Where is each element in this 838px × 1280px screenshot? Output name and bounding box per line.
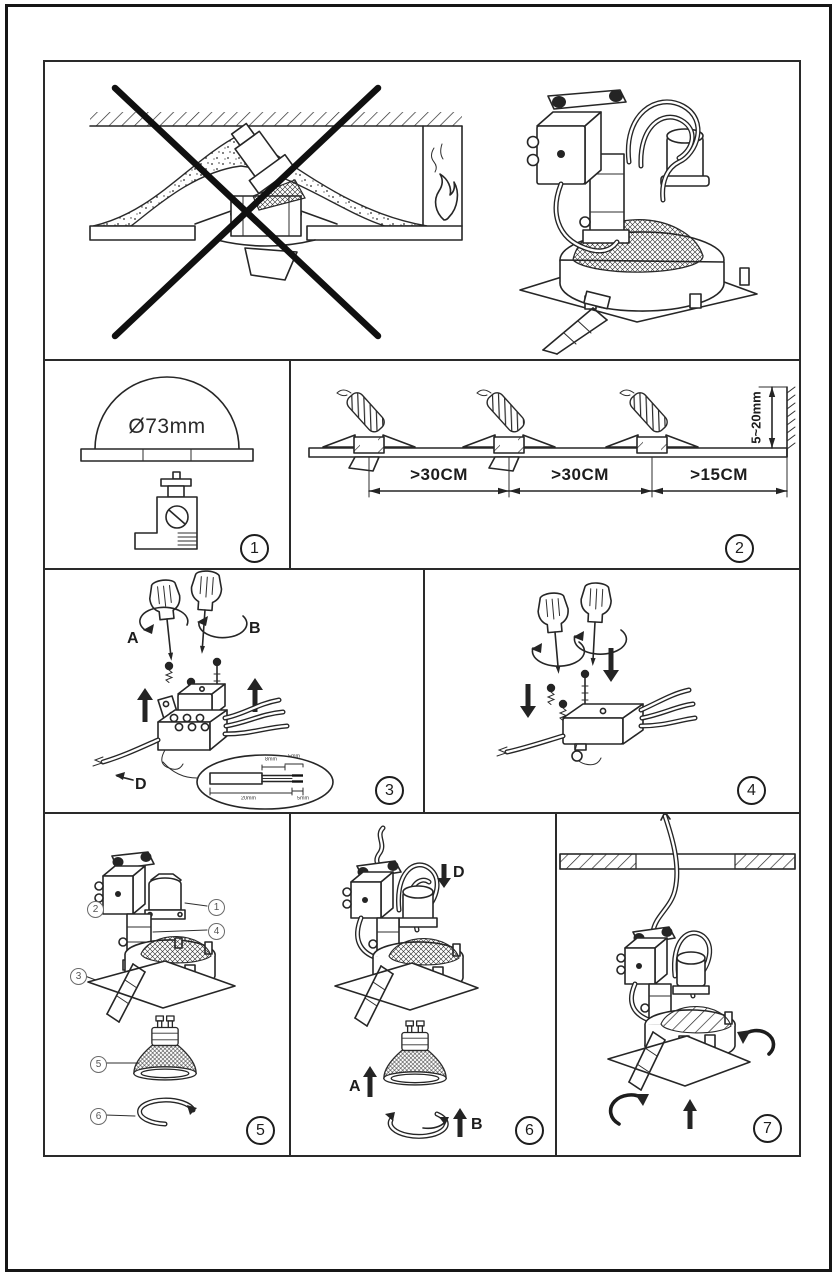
step7-illustration [557, 814, 799, 1155]
cable-jacket [210, 773, 262, 784]
insert-label: A [349, 1078, 361, 1095]
step-number-6: 6 [515, 1116, 544, 1145]
push-up-arrow [683, 1099, 697, 1129]
panel-step3 [43, 568, 425, 814]
loosen-label: A [127, 630, 139, 647]
press-arrow-left [520, 684, 536, 718]
fire-flames [423, 126, 462, 226]
retaining-ring [140, 1100, 197, 1124]
clip-rotation-arrow-right [737, 1030, 773, 1054]
callout-lampholder: 1 [208, 899, 225, 916]
fixture-isometric-figure [520, 90, 757, 354]
lamp-holder [145, 874, 185, 919]
fixing-bracket [135, 472, 197, 549]
screwdriver-b [187, 570, 223, 655]
callout-ceiling-plate: 3 [70, 968, 87, 985]
retaining-ring-with-arrows [385, 1112, 449, 1136]
gu10-lamp [134, 1016, 196, 1080]
callout-terminal-box: 2 [87, 901, 104, 918]
mains-cable [653, 814, 677, 932]
lamp-holder [673, 952, 709, 994]
cable-label: D [135, 776, 147, 793]
downlight-3 [606, 390, 698, 453]
ring-label: B [471, 1116, 483, 1133]
gu10-lamp [384, 1021, 446, 1085]
step5-illustration [45, 814, 289, 1155]
ceiling-board-left [90, 226, 195, 240]
strip-dim-end: 5mm [297, 796, 310, 802]
insert-up-arrow [363, 1066, 377, 1097]
callout-bracket: 4 [208, 923, 225, 940]
top-bracket-bar [548, 90, 626, 109]
spacing-label-second: >30CM [551, 465, 609, 484]
screwdriver-a [148, 579, 186, 663]
terminal-box [617, 938, 667, 984]
step-number-2: 2 [725, 534, 754, 563]
step-number-3: 3 [375, 776, 404, 805]
lamp-holder [399, 886, 437, 927]
spacing-label-wall: >15CM [690, 465, 748, 484]
callout-lamp: 5 [90, 1056, 107, 1073]
ceiling-thickness-label: 5~20mm [748, 391, 764, 444]
warning-illustration [45, 62, 799, 359]
terminal-box [528, 112, 602, 184]
strip-dim-inner: 8mm [265, 757, 278, 763]
panel-step7 [555, 812, 801, 1157]
step-number-7: 7 [753, 1114, 782, 1143]
clip-rotation-arrow-left [611, 1094, 649, 1124]
step-number-1: 1 [240, 534, 269, 563]
cable-direction-arrow [115, 772, 133, 780]
tighten-label: B [249, 620, 261, 637]
panel-step2 [289, 359, 801, 570]
ceiling-board-right [307, 226, 462, 240]
spacing-label-first: >30CM [410, 465, 468, 484]
step-number-4: 4 [737, 776, 766, 805]
insulation-warning-figure [90, 88, 462, 336]
callout-retaining-ring: 6 [90, 1108, 107, 1125]
lift-arrow-left [137, 688, 153, 722]
step6-illustration [291, 814, 555, 1155]
wall-section [787, 387, 795, 457]
hole-diameter-label: Ø73mm [128, 415, 206, 438]
step4-illustration [425, 570, 799, 812]
panel-step5 [43, 812, 291, 1157]
terminal-box [343, 872, 393, 918]
ring-up-arrow [453, 1108, 467, 1137]
strip-dim-outer: 20mm [241, 796, 257, 802]
panel-step4 [423, 568, 801, 814]
step-number-5: 5 [246, 1116, 275, 1145]
rotation-arrow-right [573, 630, 626, 654]
panel-step1 [43, 359, 291, 570]
panel-warning [43, 60, 801, 361]
push-label: D [453, 864, 465, 881]
step3-illustration [45, 570, 423, 812]
ceiling-hole [143, 451, 191, 460]
panel-step6 [289, 812, 557, 1157]
strip-dim-tip: 5mm [288, 754, 301, 760]
